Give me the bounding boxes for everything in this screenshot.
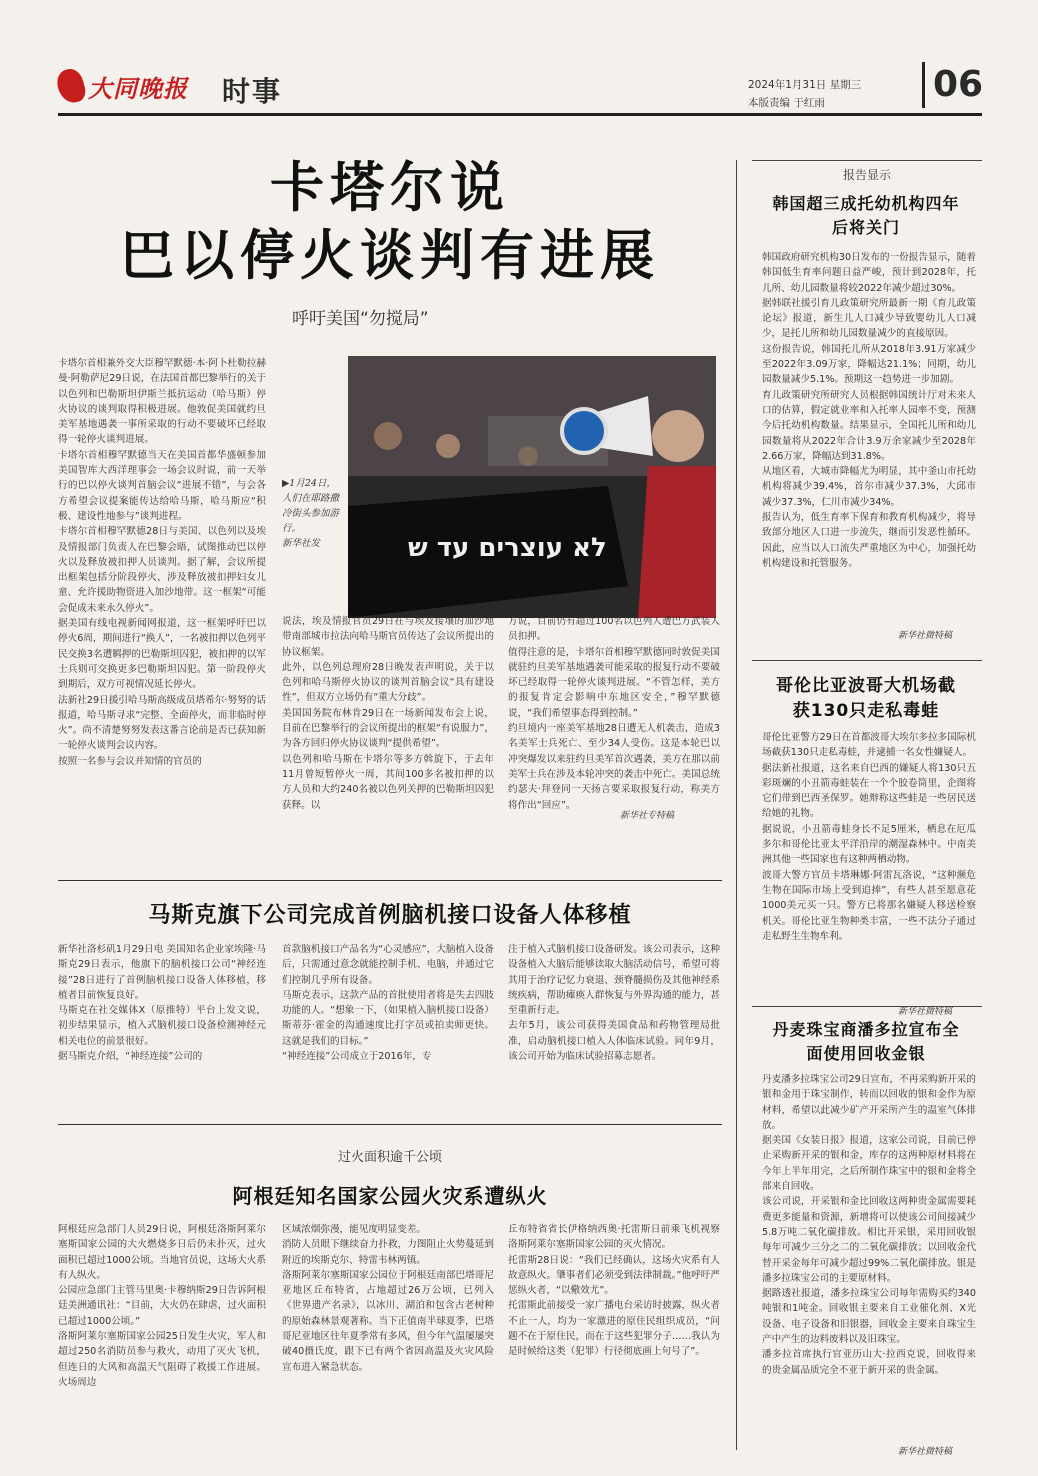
header-rule bbox=[58, 113, 982, 116]
page-editor: 本版责编 于红雨 bbox=[748, 97, 825, 109]
sidebar-rule-2 bbox=[752, 660, 982, 661]
lead-column-3: 方说，目前仍有超过100名以色列人遭巴方武装人员扣押。 值得注意的是，卡塔尔首相穆罕默德同时敦促美国就驻约旦美军基地遇袭可能采取的报复行动不要破坏已经取得一轮停火谈判进展。“不管怎样，美方的报复肯定会影响中东地区安全，”穆罕默德说，“我们希望事态得到控制。” 约旦境内一座美军基地28日遭无人机袭击，造成3名美军士兵死亡、至少34人受伤。这是本轮巴以冲突爆发以来驻约旦美军首次遇袭，美方在那以前美军士兵在涉及本轮冲突的袭击中死亡。美国总统约瑟夫·拜登同一天扬言要采取报复行动，称美方将作出“回应”。 bbox=[508, 616, 720, 811]
pandora-title: 丹麦珠宝商潘多拉宣布全面使用回收金银 bbox=[772, 1020, 960, 1063]
pandora-body: 丹麦潘多拉珠宝公司29日宣布，不再采购新开采的银和金用于珠宝制作，转而以回收的银和金作为原材料，希望以此减少矿产开采所产生的温室气体排放。 据美国《女装日报》报道，这家公司说，目前已停止采购新开采的银和金，库存的这两种原材料将在今年上半年用完，之后所制作珠宝中的银和金将全部来自回收。 该公司说，开采银和金比回收这两种贵金属需要耗费更多能量和资源，新增将可以使该公司间接减少5.8万吨二氧化碳排放。相比开采银，采用回收银每年可减少三分之二的二氧化碳排放；以回收金代替开采金每年可减少超过99%二氧化碳排放。银是潘多拉珠宝公司的主要原材料。 据路透社报道，潘多拉珠宝公司每年需购买约340吨银和1吨金。回收银主要来自工业催化剂、X光设备、电子设备和旧银器，回收金主要来自珠宝生产中产生的边料废料以及旧珠宝。 潘多拉首席执行官亚历山大·拉西克说，回收得来的贵金属品质完全不亚于新开采的贵金属。 bbox=[762, 1074, 976, 1376]
photo-caption bbox=[282, 476, 344, 551]
argentina-column-1: 阿根廷应急部门人员29日说，阿根廷洛斯阿莱尔塞斯国家公园的大火燃烧多日后仍未扑灭，过火面积已超过1000公顷。当地官员说，这场大火系有人纵火。 公园应急部门主管马里奥·卡穆纳斯29日告诉阿根廷美洲通讯社：“目前，大火仍在肆虐，过火面积已超过1000公顷。” 洛斯阿莱尔塞斯国家公园25日发生火灾，军人和超过250名消防员参与救火，动用了灭火飞机，但连日的大风和高温天气阻碍了救援工作进展。火场周边 bbox=[58, 1224, 266, 1388]
photo-caption-text: ▶1月24日，人们在耶路撒冷街头参加游行。 bbox=[282, 478, 340, 534]
newspaper-logo bbox=[58, 64, 198, 108]
lead-column-1: 卡塔尔首相兼外交大臣穆罕默德·本·阿卜杜勒拉赫曼·阿勒萨尼29日说，在法国首都巴黎举行的关于以色列和巴勒斯坦伊斯兰抵抗运动（哈马斯）停火协议的谈判取得积极进展。他敦促美国就约旦美军基地遇袭一事所采取的行动不要破坏已经取得一轮停火谈判进展。 卡塔尔首相穆罕默德当天在美国首都华盛顿参加美国智库大西洋理事会一场会议时说，前一天举行的巴以停火谈判首脑会议“进展不错”，与会各方希望会议提案能传达给哈马斯，哈马斯应“积极、建设性地参与”谈判进程。 卡塔尔首相穆罕默德28日与美国、以色列以及埃及情报部门负责人在巴黎会晤，试图推动巴以停火以及释放被扣押人员谈判。据了解，会议所提出框架包括分阶段停火，涉及释放被扣押妇女儿童、允许援助物资进入加沙地带。这一框架“可能会促成未来永久停火”。 据美国有线电视新闻网报道，这一框架呼吁巴以停火6周，期间进行“换人”，一名被扣押以色列平民交换3名遭羁押的巴勒斯坦囚犯，被扣押的以军士兵则可交换更多巴勒斯坦囚犯。第一阶段停火到期后，双方可视情况延长停火。 法新社29日援引哈马斯高级成员塔希尔·努努的话报道，哈马斯寻求“完整、全面停火，而非临时停火”。尚不清楚努努发表这番言论前是否已获知新一轮停火谈判会议内容。 按照一名参与会议并知情的官员的 bbox=[58, 358, 266, 767]
logo-icon bbox=[54, 66, 88, 106]
korea-kicker: 报告显示 bbox=[842, 168, 891, 182]
divider-argentina bbox=[58, 1124, 722, 1125]
lead-subtitle: 呼吁美国“勿搅局” bbox=[292, 309, 429, 329]
section-title: 时事 bbox=[222, 75, 283, 108]
lead-column-2: 说法，埃及情报官员29日在与埃及接壤的加沙地带南部城市拉法向哈马斯官员传达了会议所提出的协议框架。 此外，以色列总理府28日晚发表声明说，关于以色列和哈马斯停火协议的谈判首脑会议“具有建设性”，但双方立场仍有“重大分歧”。 美国国务院布林肯29日在一场新闻发布会上说，目前在巴黎举行的会议所提出的框架“有说服力”，为各方回归停火协议谈判“提供希望”。 以色列和哈马斯在卡塔尔等多方斡旋下，于去年11月曾短暂停火一周，其间100多名被扣押的以方人员和大约240名被以色列关押的巴勒斯坦囚犯获释。以 bbox=[282, 616, 494, 811]
musk-column-1: 新华社洛杉矶1月29日电 美国知名企业家埃隆·马斯克29日表示，他旗下的脑机接口公司“神经连接”28日进行了首例脑机接口设备人体移植，移植者目前恢复良好。 马斯克在社交媒体X（原推特）平台上发文说，初步结果显示，植入式脑机接口设备检测神经元相关电位的前景很好。 据马斯克介绍，“神经连接”公司的 bbox=[58, 944, 266, 1063]
korea-title: 韩国超三成托幼机构四年后将关门 bbox=[772, 194, 960, 237]
lead-credit: 新华社专特稿 bbox=[620, 811, 675, 821]
lead-title-line1: 卡塔尔说 bbox=[270, 156, 510, 219]
protest-photo-graphic bbox=[348, 356, 716, 618]
dateline bbox=[748, 76, 861, 112]
argentina-title: 阿根廷知名国家公园火灾系遭纵火 bbox=[232, 1184, 548, 1208]
page-number: 06 bbox=[922, 62, 983, 108]
pandora-credit: 新华社微特稿 bbox=[898, 1447, 953, 1457]
colombia-title: 哥伦比亚波哥大机场截获130只走私毒蛙 bbox=[776, 676, 956, 721]
musk-column-2: 首款脑机接口产品名为“心灵感应”，大脑植入设备后，只需通过意念就能控制手机、电脑，并通过它们控制几乎所有设备。 马斯克表示，这款产品的首批使用者将是失去四肢功能的人。“想象一下，（如果植入脑机接口设备）斯蒂芬·霍金的沟通速度比打字员或拍卖师更快。这就是我们的目标。” “神经连接”公司成立于2016年，专 bbox=[282, 944, 494, 1063]
korea-credit: 新华社微特稿 bbox=[898, 631, 953, 641]
colombia-body: 哥伦比亚警方29日在首都波哥大埃尔多拉多国际机场截获130只走私毒蛙，并逮捕一名女性嫌疑人。 据法新社报道，这名来自巴西的嫌疑人将130只五彩斑斓的小丑箭毒蛙装在一个个胶卷筒里，企图将它们带到巴西圣保罗。她辩称这些蛙是一些居民送给她的礼物。 据说说，小丑箭毒蛙身长不足5厘米，栖息在厄瓜多尔和哥伦比亚太平洋沿岸的潮湿森林中。中南美洲其他一些国家也有这种两栖动物。 波哥大警方官员卡塔琳娜·阿雷瓦洛说，“这种濒危生物在国际市场上受到追捧”，有些人甚至愿意花1000美元买一只。警方已将那名嫌疑人移送检察机关。哥伦比亚生物种类丰富，一些不法分子通过走私野生生物牟利。 bbox=[762, 732, 976, 942]
musk-title: 马斯克旗下公司完成首例脑机接口设备人体移植 bbox=[148, 903, 632, 928]
protest-photo bbox=[348, 356, 716, 618]
photo-credit: 新华社发 bbox=[282, 538, 321, 549]
colombia-credit: 新华社微特稿 bbox=[898, 1007, 953, 1017]
sidebar-divider bbox=[736, 160, 737, 1450]
argentina-kicker: 过火面积逾千公顷 bbox=[337, 1150, 442, 1165]
argentina-column-2: 区域浓烟弥漫，能见度明显变差。 消防人员眼下继续奋力扑救，力图阻止火势蔓延到附近的埃斯克尔、特雷韦林两镇。 洛斯阿莱尔塞斯国家公园位于阿根廷南部巴塔哥尼亚地区丘布特省，占地超过26万公顷，已列入《世界遗产名录》，以冰川、湖泊和包含古老树种的原始森林景观著称。当下正值南半球夏季，巴塔哥尼亚地区往年夏季常有多风，但今年气温屡屡突破40摄氏度，跟下已有两个省因高温及火灾风险宣布进入紧急状态。 bbox=[282, 1224, 494, 1373]
logo-text: 大同晚报 bbox=[88, 73, 188, 103]
divider-musk bbox=[58, 880, 722, 881]
korea-body: 韩国政府研究机构30日发布的一份报告显示，随着韩国低生育率问题日益严峻，预计到2028年，托儿所、幼儿园数量将较2022年减少超过30%。 据韩联社援引育儿政策研究所最新一期《育儿政策论坛》报道，新生儿人口减少导致婴幼儿人口减少，是托儿所和幼儿园数量减少的直接原因。 这份报告说，韩国托儿所从2018年3.91万家减少至2022年3.09万家，降幅达21.1%；同期，幼儿园数量减少5.1%。预期这一趋势进一步加剧。 育儿政策研究所研究人员根据韩国统计厅对未来人口的估算，假定就业率和入托率人园率不变，预测今后托幼机构数量。结果显示，全国托儿所和幼儿园数量将从2022年合计3.9万余家减少至2028年2.66万家，降幅达到31.8%。 从地区看，大城市降幅尤为明显，其中釜山市托幼机构将减少39.4%，首尔市减少37.3%，大邱市减少37.3%，仁川市减少34%。 报告认为，低生育率下保育和教育机构减少，将导致部分地区人口进一步流失，继而引发恶性循环。因此，应当以人口流失严重地区为中心，加强托幼机构建设和托管服务。 bbox=[762, 252, 976, 569]
sidebar-top-rule bbox=[752, 160, 982, 161]
argentina-column-3: 丘布特省省长伊格纳西奥·托雷斯日前乘飞机视察洛斯阿莱尔塞斯国家公园的灭火情况。 托雷斯28日说：“我们已经确认，这场火灾系有人故意纵火。肇事者们必须受到法律制裁。”他呼吁严惩纵火者，“以儆效尤”。 托雷斯此前接受一家广播电台采访时披露，纵火者不止一人，均为一家激进的原住民组织成员，“问题不在于原住民，而在于这些犯罪分子……我认为是时候给这类（犯罪）行径彻底画上句号了”。 bbox=[508, 1224, 720, 1358]
protest-banner: לא עוצרים עד ש bbox=[408, 533, 607, 563]
musk-column-3: 注于植入式脑机接口设备研发。该公司表示，这种设备植入大脑后能够读取大脑活动信号，希望可将其用于治疗记忆力衰退、颈脊髓损伤及其他神经系统疾病，帮助瘫痪人群恢复与外界沟通的能力，甚至重新行走。 去年5月，该公司获得美国食品和药物管理局批准，启动脑机接口植入人体临床试验。同年9月，该公司开始为临床试验招募志愿者。 bbox=[508, 944, 720, 1063]
issue-date: 2024年1月31日 星期三 bbox=[748, 79, 862, 91]
sidebar-rule-3 bbox=[752, 1006, 982, 1007]
lead-title-line2: 巴以停火谈判有进展 bbox=[120, 224, 660, 287]
